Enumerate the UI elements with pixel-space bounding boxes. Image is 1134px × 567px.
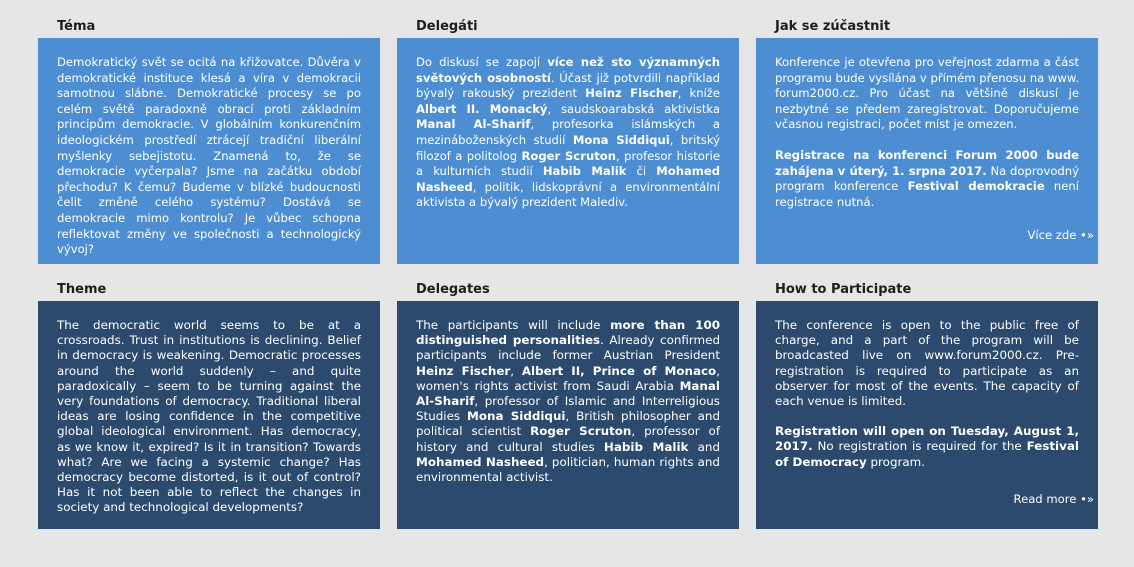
text-span: , women's rights activist from Saudi Arabia xyxy=(416,363,721,393)
participate-registration xyxy=(775,424,1079,470)
text-span: No registration is required for the xyxy=(817,439,1027,454)
ucast-heading: Jak se zúčastnit xyxy=(775,19,891,34)
person-name: Heinz Fischer xyxy=(416,363,511,378)
vice-zde-link[interactable]: Více zde •» xyxy=(1027,228,1094,242)
delegati-box xyxy=(397,38,739,264)
text-span: , politik, lidskoprávní a environmentální aktivista a bývalý prezident Malediv. xyxy=(416,179,720,210)
person-name: Manal Al-Sharif xyxy=(416,117,531,132)
person-name: Manal Al-Sharif xyxy=(416,378,720,409)
registration-date: Registrace na konferenci Forum 2000 bude zahájena v úterý, 1. srpna 2017. xyxy=(775,147,1079,178)
theme-text: The democratic world seems to be at a crossroads. Trust in institutions is declining. Belief in democracy is weakening. Democratic processes around the world suddenly – and quite paradoxically – seem to be turning against the very foundations of democracy. Traditional liberal ideas are losing confidence in the competitive global ideological environment. Has democracy, as we know it, expired? Is it in transition? Towards what? Are we facing a systemic change? Has democracy become distorted, is it out of control? Has it not been able to reflect the changes in society and technological developments? xyxy=(57,318,361,515)
tema-box xyxy=(38,38,380,264)
text-span: , profesor historie a kulturních studií xyxy=(416,148,720,179)
participate-text: The conference is open to the public free of charge, and a part of the program will be broadcasted live on www.forum2000.cz. Pre-registration is required to participate as an observer for most of the events. The capacity of each venue is limited. xyxy=(775,318,1079,409)
delegates-box xyxy=(397,301,739,529)
text-span: , saudskoarabská aktivistka xyxy=(547,101,720,116)
festival-name: Festival demokracie xyxy=(907,179,1045,194)
theme-heading: Theme xyxy=(57,282,107,297)
delegates-heading: Delegates xyxy=(416,282,490,297)
text-span: . Already confirmed participants include former Austrian President xyxy=(416,333,720,363)
person-name: Habib Malik xyxy=(542,164,627,179)
person-name: Roger Scruton xyxy=(530,424,632,439)
person-name: Mona Siddiqui xyxy=(466,409,566,424)
tema-text: Demokratický svět se ocitá na křižovatce. Důvěra v demokratické instituce klesá a víra v demokracii samotnou slábne. Demokratické procesy se po celém světě paradoxně obrací proti základním principům demokracie. V globálním konkurenčním ideologickém prostředí ztrácejí tradiční liberální myšlenky sebejistotu. Znamená to, že se demokracie vyčerpala? Jsme na začátku období přechodu? K čemu? Budeme v blízké budoucnosti čelit změně celého systému? Dostává se demokracie mimo kontrolu? Je vůbec schopna reflektovat změny ve společnosti a technologický vývoj? xyxy=(57,55,361,257)
person-name: Mona Siddiqui xyxy=(572,132,670,147)
text-span: , kníže xyxy=(677,86,720,101)
read-more-link[interactable]: Read more •» xyxy=(1013,492,1094,506)
text-span: Na doprovodný program konference xyxy=(775,163,1079,194)
tema-heading: Téma xyxy=(57,19,96,34)
text-span: program. xyxy=(866,454,926,469)
ucast-registration xyxy=(775,148,1079,210)
person-name: Mohamed Nasheed xyxy=(416,164,721,194)
person-name: Habib Malik xyxy=(603,439,689,454)
person-name: Mohamed Nasheed xyxy=(416,454,545,469)
ucast-text: Konference je otevřena pro veřejnost zdarma a část programu bude vysílána v přímém přenosu na www. forum2000.cz. Pro účast na většině diskusí je nezbytné se předem zaregistrovat. Doporučujeme včasnou registraci, počet míst je omezen. xyxy=(775,55,1079,132)
delegati-heading: Delegáti xyxy=(416,19,478,34)
participate-heading: How to Participate xyxy=(775,282,912,297)
highlight: more than 100 distinguished personalities xyxy=(416,318,720,348)
delegati-text xyxy=(416,55,720,211)
person-name: Roger Scruton xyxy=(521,148,616,163)
highlight: více než sto významných světových osobností xyxy=(416,55,721,85)
text-span: , xyxy=(510,363,522,378)
text-span: The participants will include xyxy=(416,318,611,332)
text-span: , britský filozof a politolog xyxy=(416,132,720,163)
text-span: , professor of history and cultural studies xyxy=(416,424,720,454)
festival-name: Festival of Democracy xyxy=(775,439,1079,469)
delegates-text xyxy=(416,318,720,485)
text-span: není registrace nutná. xyxy=(775,179,1079,209)
text-span: Do diskusí se zapojí xyxy=(416,55,548,69)
text-span: či xyxy=(626,164,657,179)
person-name: Albert II, Prince of Monaco xyxy=(521,363,717,378)
person-name: Heinz Fischer xyxy=(585,86,678,101)
text-span: and xyxy=(688,439,720,454)
text-span: . Účast již potvrdili například bývalý rakouský prezident xyxy=(416,70,720,101)
text-span: , profesorka islámských a mezináboženských studií xyxy=(416,117,720,147)
person-name: Albert II. Monacký xyxy=(416,101,548,116)
theme-box xyxy=(38,301,380,529)
text-span: , professor of Islamic and Interreligious Studies xyxy=(416,394,720,424)
text-span: , British philosopher and political scientist xyxy=(416,409,721,439)
registration-date: Registration will open on Tuesday, August 1, 2017. xyxy=(775,424,1079,454)
text-span: , politician, human rights and environmental activist. xyxy=(416,454,720,485)
